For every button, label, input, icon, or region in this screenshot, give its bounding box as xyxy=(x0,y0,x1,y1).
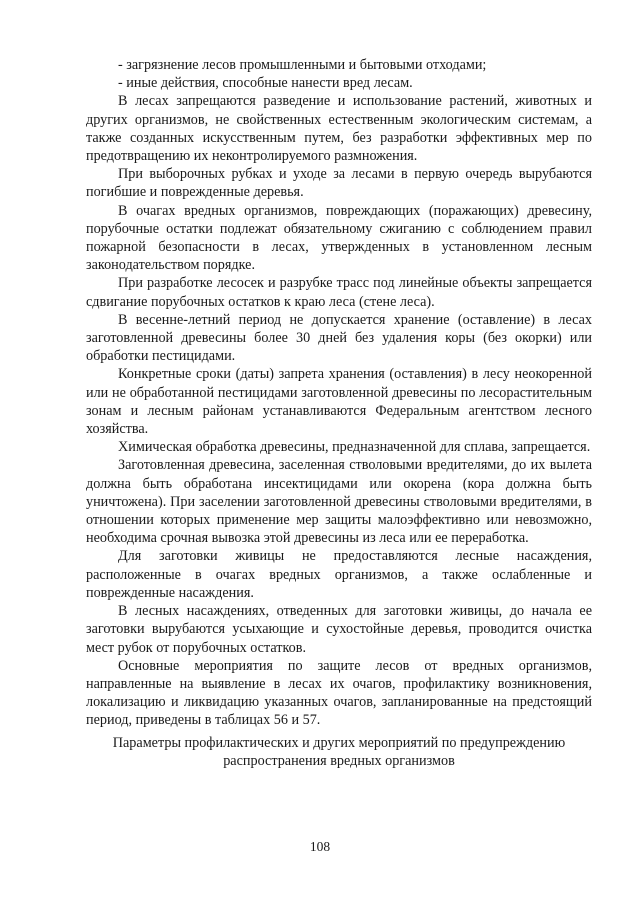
paragraph-spring-storage: В весенне-летний период не допускается хранение (оставление) в лесах заготовленной древесины более 30 дней без удаления коры (без окорки) или обработки пестицидами. xyxy=(86,311,592,365)
paragraph-storage-dates: Конкретные сроки (даты) запрета хранения (оставления) в лесу неокоренной или не обработанной пестицидами заготовленной древесины по лесорастительным зонам и лесным районам устанавливаются Федеральным агентством лесного хозяйства. xyxy=(86,366,592,438)
document-page xyxy=(86,56,592,770)
paragraph-invasive-species: В лесах запрещаются разведение и использование растений, животных и других организмов, не свойственных естественным экологическим системам, а также созданных искусственным путем, без разработки эффективных мер по предотвращению их неконтролируемого размножения. xyxy=(86,93,592,165)
table-caption: Параметры профилактических и других мероприятий по предупреждению распространения вредных организмов xyxy=(112,734,566,769)
list-item-other-actions: - иные действия, способные нанести вред лесам. xyxy=(118,75,413,92)
paragraph-cutting-areas: При разработке лесосек и разрубке трасс под линейные объекты запрещается сдвигание порубочных остатков к краю леса (стене леса). xyxy=(86,275,592,310)
page-number: 108 xyxy=(309,839,331,854)
paragraph-resin-tapping: Для заготовки живицы не предоставляются лесные насаждения, расположенные в очагах вредных организмов, а также ослабленные и поврежденные насаждения. xyxy=(86,548,592,601)
paragraph-residue-burning: В очагах вредных организмов, повреждающих (поражающих) древесину, порубочные остатки подлежат обязательному сжиганию с соблюдением правил пожарной безопасности в лесах, утвержденных в установленном лесным законодательством порядке. xyxy=(86,202,592,274)
paragraph-chemical-treatment: Химическая обработка древесины, предназначенной для сплава, запрещается. xyxy=(118,439,591,456)
paragraph-resin-stands: В лесных насаждениях, отведенных для заготовки живицы, до начала ее заготовки вырубаются усыхающие и сухостойные деревья, проводится очистка мест рубок от порубочных остатков. xyxy=(86,603,592,656)
paragraph-main-measures: Основные мероприятия по защите лесов от вредных организмов, направленные на выявление в лесах их очагов, профилактику возникновения, локализацию и ликвидацию указанных очагов, запланированные на предстоящий период, приведены в таблицах 56 и 57. xyxy=(86,657,592,729)
list-item-pollution: - загрязнение лесов промышленными и бытовыми отходами; xyxy=(118,57,487,73)
paragraph-selective-felling: При выборочных рубках и уходе за лесами в первую очередь вырубаются погибшие и поврежденные деревья. xyxy=(86,166,592,201)
paragraph-infested-wood: Заготовленная древесина, заселенная стволовыми вредителями, до их вылета должна быть обработана инсектицидами или окорена (кора должна быть уничтожена). При заселении заготовленной древесины стволовыми вредителями, в отношении которых применение мер защиты малоэффективно или невозможно, необходима срочная вывозка этой древесины из леса или ее переработка. xyxy=(86,457,592,547)
